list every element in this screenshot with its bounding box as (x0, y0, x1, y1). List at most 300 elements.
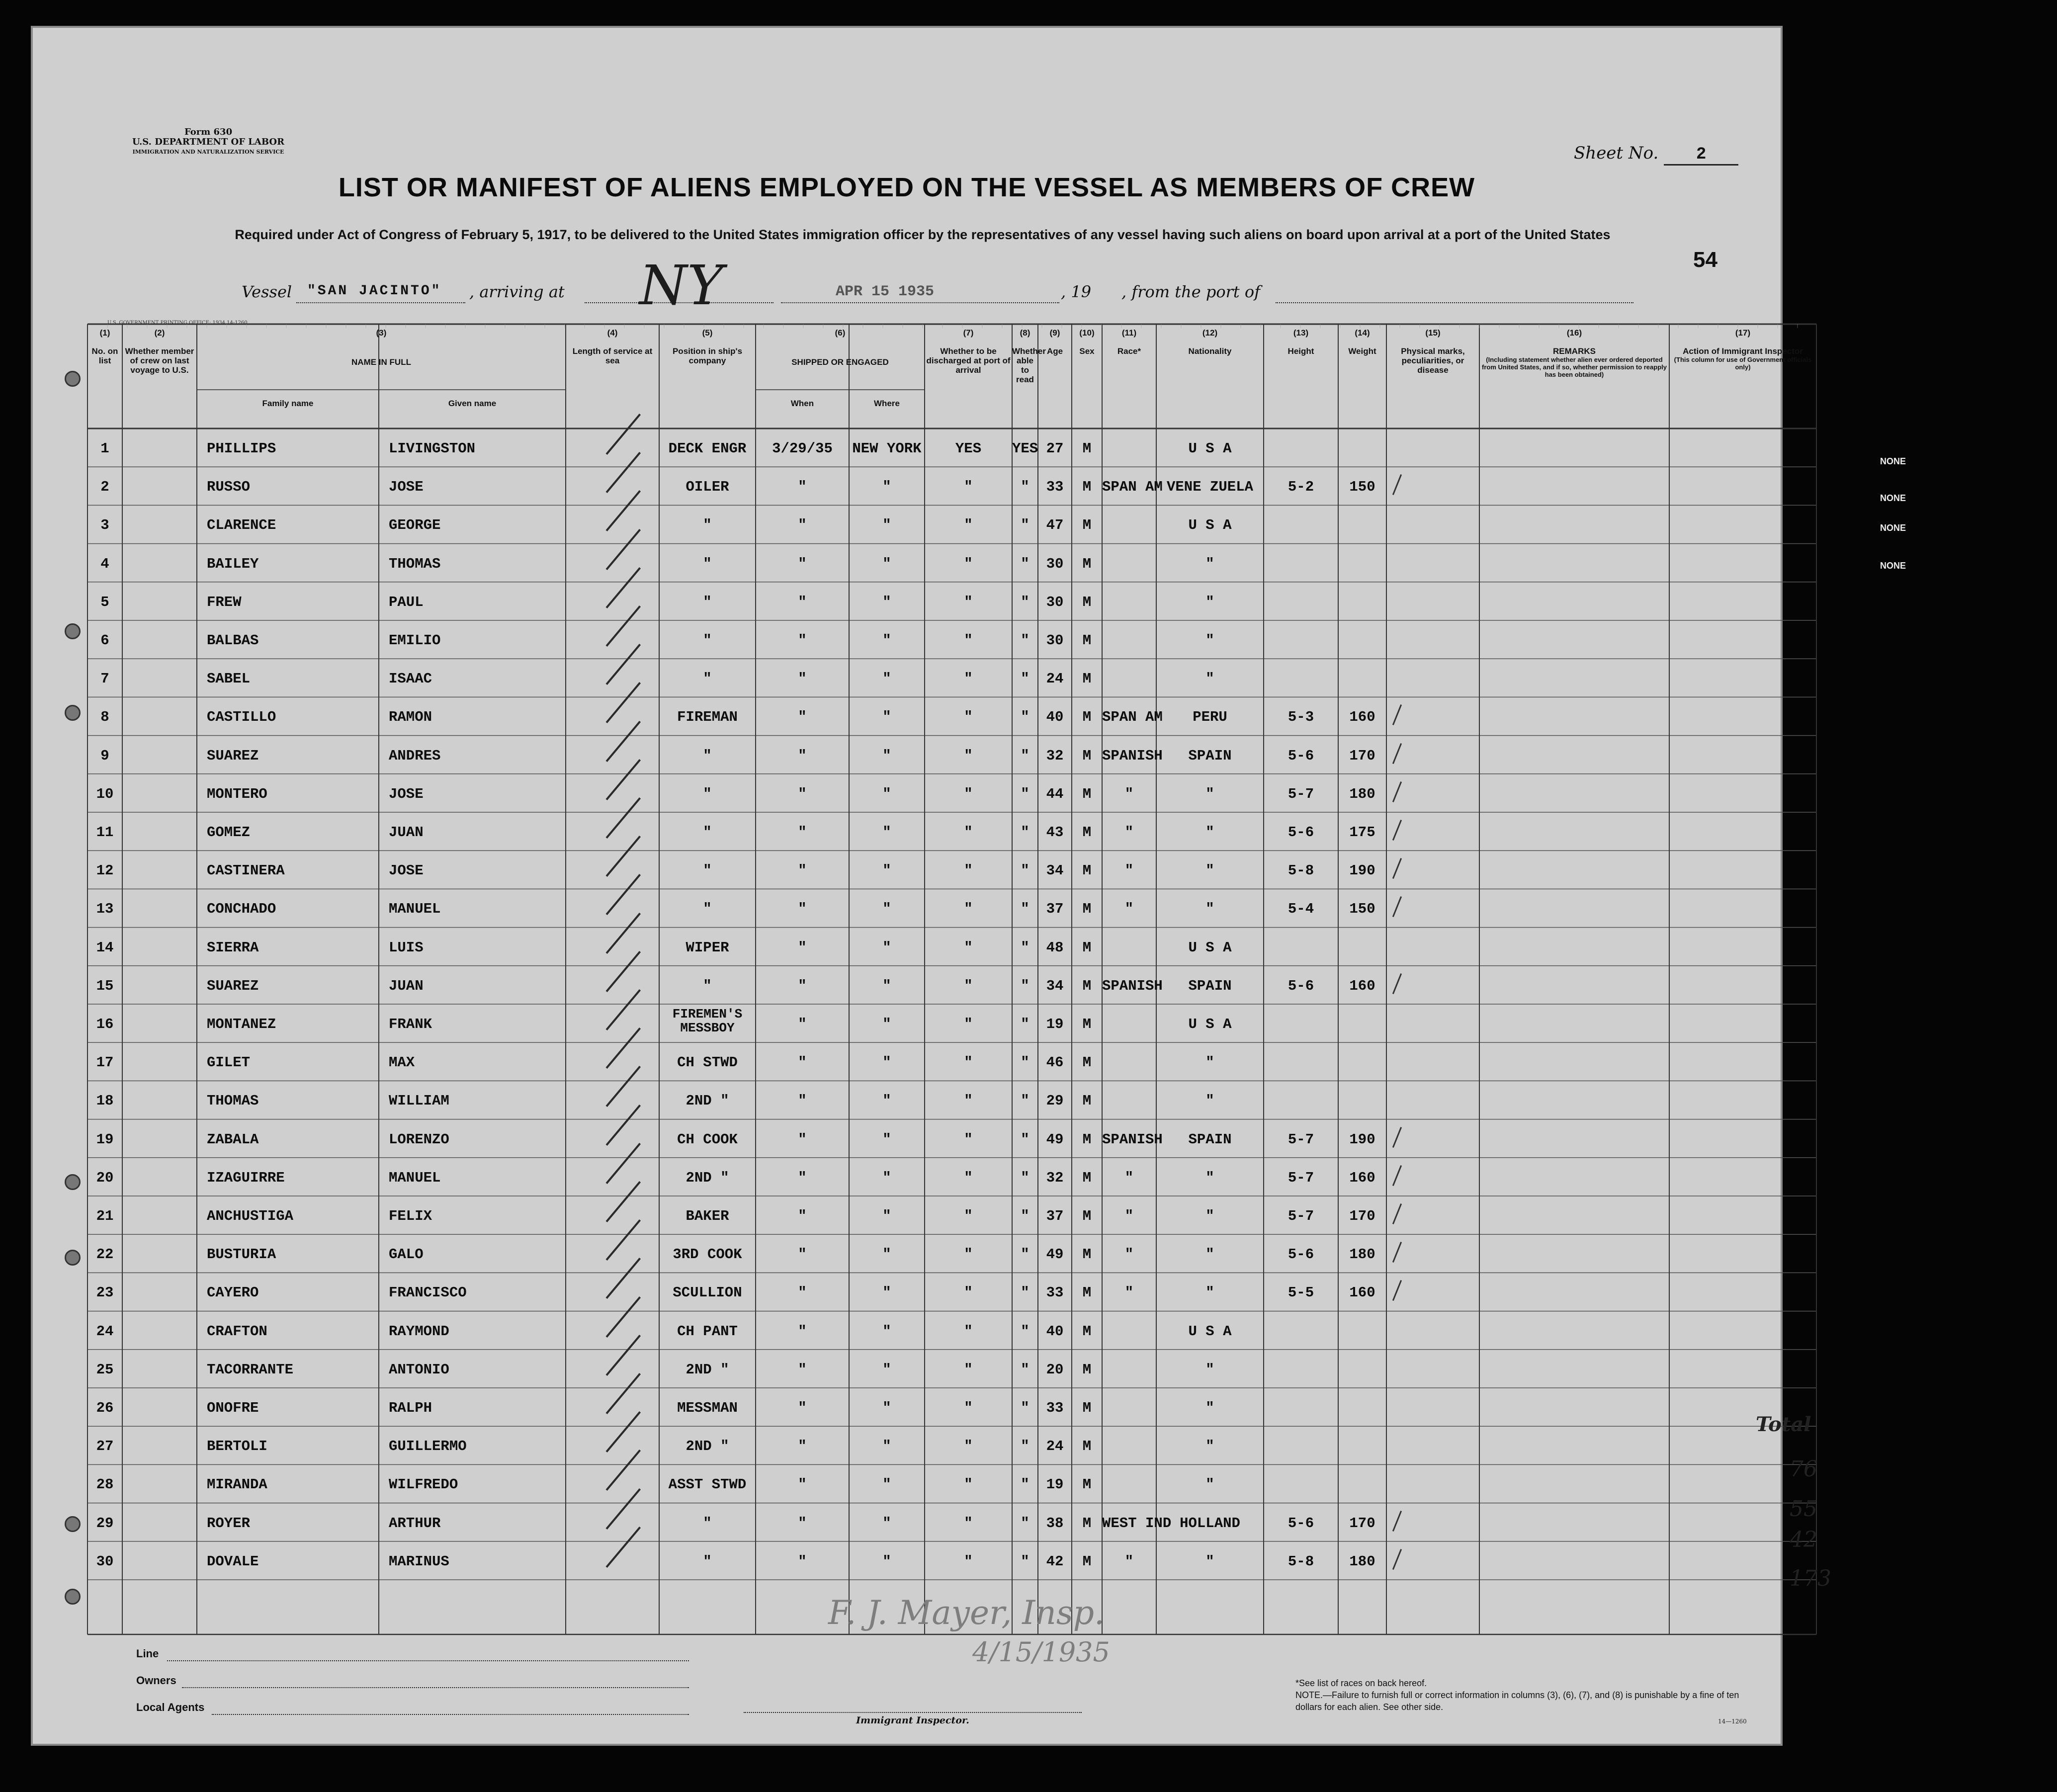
cell-when: " (798, 1476, 807, 1493)
port-label: , from the port of (1121, 282, 1261, 301)
cell-discharged: " (964, 709, 973, 726)
cell-given: JOSE (389, 785, 424, 802)
cell-given: ISAAC (389, 671, 432, 687)
cell-when: " (798, 1438, 807, 1455)
cell-sex: M (1082, 1093, 1092, 1109)
date-field (781, 282, 1059, 303)
cell-race: SPAN AM (1102, 709, 1163, 726)
column-header (1338, 328, 1386, 356)
cell-no: 8 (100, 709, 109, 726)
cell-family: CONCHADO (207, 901, 276, 918)
cell-discharged: " (964, 1438, 973, 1455)
cell-where: " (882, 862, 891, 879)
cell-sex: M (1082, 1323, 1092, 1340)
cell-read: " (1021, 479, 1029, 496)
cell-given: THOMAS (389, 555, 441, 572)
cell-nationality: " (1205, 1093, 1214, 1109)
vessel-label: Vessel (242, 282, 292, 301)
cell-age: 20 (1046, 1361, 1064, 1378)
column-label: Race* (1117, 346, 1141, 356)
cell-where: " (882, 594, 891, 610)
cell-where: " (882, 632, 891, 649)
column-subheader: When (790, 399, 814, 408)
cell-when: " (798, 555, 807, 572)
cell-discharged: " (964, 1515, 973, 1532)
cell-age: 43 (1046, 824, 1064, 841)
cell-age: 47 (1046, 517, 1064, 534)
vessel-name: "SAN JACINTO" (307, 283, 442, 299)
cell-when: " (798, 977, 807, 994)
total-value: 42 (1790, 1527, 1817, 1552)
cell-sex: M (1082, 1515, 1092, 1532)
cell-nationality: " (1205, 1169, 1214, 1186)
cell-age: 33 (1046, 1400, 1064, 1416)
cell-height: 5-6 (1287, 1515, 1314, 1532)
cell-read: " (1021, 785, 1029, 802)
cell-read: " (1021, 1284, 1029, 1301)
cell-read: " (1021, 709, 1029, 726)
cell-nationality: U S A (1188, 517, 1232, 534)
cell-no: 10 (96, 785, 114, 802)
cell-family: SUAREZ (207, 977, 259, 994)
line-field (167, 1660, 689, 1661)
cell-age: 40 (1046, 709, 1064, 726)
cell-family: DOVALE (207, 1553, 259, 1570)
cell-where: " (882, 1284, 891, 1301)
side-none-label: NONE (1880, 523, 1906, 533)
cell-read: " (1021, 977, 1029, 994)
binder-hole (65, 1250, 81, 1266)
cell-race: " (1124, 1208, 1134, 1224)
cell-given: LIVINGSTON (389, 440, 476, 457)
cell-no: 24 (96, 1323, 114, 1340)
cell-age: 27 (1046, 440, 1064, 457)
column-label: NAME IN FULL (351, 357, 411, 367)
cell-where: " (882, 555, 891, 572)
cell-no: 9 (100, 747, 109, 764)
cell-discharged: " (964, 1016, 973, 1032)
cell-where: " (882, 939, 891, 956)
side-none-label: NONE (1880, 561, 1906, 571)
cell-given: ANTONIO (389, 1361, 449, 1378)
cell-given: JOSE (389, 862, 424, 879)
cell-nationality: SPAIN (1188, 1131, 1232, 1148)
cell-family: BAILEY (207, 555, 259, 572)
cell-nationality: " (1205, 671, 1214, 687)
column-subheader: Where (874, 399, 900, 408)
cell-discharged: " (964, 1054, 973, 1071)
cell-discharged: " (964, 747, 973, 764)
cell-height: 5-6 (1287, 1246, 1314, 1263)
cell-sex: M (1082, 555, 1092, 572)
cell-weight: 175 (1349, 824, 1375, 841)
cell-sex: M (1082, 1361, 1092, 1378)
binder-hole (65, 705, 81, 721)
column-header (1072, 328, 1102, 356)
cell-given: EMILIO (389, 632, 441, 649)
service-name: IMMIGRATION AND NATURALIZATION SERVICE (132, 149, 284, 155)
cell-no: 20 (96, 1169, 114, 1186)
cell-sex: M (1082, 1284, 1092, 1301)
cell-read: " (1021, 939, 1029, 956)
cell-discharged: " (964, 977, 973, 994)
cell-family: MONTERO (207, 785, 267, 802)
cell-position: " (703, 977, 712, 994)
arriving-label: , arriving at (469, 282, 565, 301)
cell-sex: M (1082, 1438, 1092, 1455)
cell-read: " (1021, 632, 1029, 649)
printer-note: U.S. GOVERNMENT PRINTING OFFICE: 1934 14-1260 (107, 320, 248, 326)
cell-read: " (1021, 1131, 1029, 1148)
cell-age: 33 (1046, 1284, 1064, 1301)
cell-no: 2 (100, 479, 109, 496)
cell-where: " (882, 1246, 891, 1263)
cell-where: " (882, 977, 891, 994)
cell-family: IZAGUIRRE (207, 1169, 285, 1186)
cell-race: " (1124, 1246, 1134, 1263)
cell-when: " (798, 1246, 807, 1263)
cell-height: 5-8 (1287, 862, 1314, 879)
cell-when: " (798, 709, 807, 726)
cell-age: 38 (1046, 1515, 1064, 1532)
column-label: Age (1046, 346, 1063, 356)
cell-nationality: PERU (1193, 709, 1227, 726)
cell-family: ANCHUSTIGA (207, 1208, 294, 1224)
cell-discharged: " (964, 939, 973, 956)
cell-sex: M (1082, 1400, 1092, 1416)
cell-no: 21 (96, 1208, 114, 1224)
page-number: 54 (1693, 248, 1717, 272)
cell-height: 5-3 (1287, 709, 1314, 726)
cell-position: BAKER (686, 1208, 729, 1224)
total-value: 76 (1790, 1456, 1817, 1482)
cell-family: GILET (207, 1054, 251, 1071)
cell-position: CH COOK (677, 1131, 738, 1148)
cell-height: 5-8 (1287, 1553, 1314, 1570)
cell-where: " (882, 1438, 891, 1455)
column-number: (16) (1566, 328, 1582, 338)
cell-discharged: YES (955, 440, 982, 457)
column-label: Physical marks, peculiarities, or disease (1401, 346, 1465, 375)
cell-read: " (1021, 1208, 1029, 1224)
cell-sex: M (1082, 862, 1092, 879)
column-label: SHIPPED OR ENGAGED (791, 357, 889, 367)
column-number: (8) (1020, 328, 1030, 338)
local-agents-field (212, 1714, 689, 1715)
cell-given: GEORGE (389, 517, 441, 534)
column-label: Height (1287, 346, 1314, 356)
cell-position: " (703, 901, 712, 918)
cell-age: 34 (1046, 977, 1064, 994)
cell-nationality: " (1205, 785, 1214, 802)
cell-no: 25 (96, 1361, 114, 1378)
cell-sex: M (1082, 1131, 1092, 1148)
cell-where: " (882, 1016, 891, 1032)
cell-weight: 170 (1349, 1515, 1375, 1532)
cell-age: 30 (1046, 555, 1064, 572)
inspector-signature: F. J. Mayer, Insp. (828, 1594, 1105, 1632)
cell-when: " (798, 1515, 807, 1532)
cell-weight: 170 (1349, 747, 1375, 764)
cell-when: " (798, 824, 807, 841)
cell-no: 17 (96, 1054, 114, 1071)
cell-nationality: " (1205, 594, 1214, 610)
column-number: (2) (154, 328, 165, 338)
cell-position: 2ND " (686, 1361, 729, 1378)
cell-family: RUSSO (207, 479, 251, 496)
column-number: (13) (1293, 328, 1309, 338)
total-label: Total (1756, 1413, 1811, 1436)
cell-when: " (798, 1016, 807, 1032)
cell-nationality: " (1205, 1476, 1214, 1493)
cell-height: 5-5 (1287, 1284, 1314, 1301)
footnote (1295, 1677, 1743, 1713)
cell-no: 5 (100, 594, 109, 610)
cell-sex: M (1082, 1553, 1092, 1570)
cell-no: 14 (96, 939, 114, 956)
cell-position: OILER (686, 479, 729, 496)
cell-height: 5-6 (1287, 977, 1314, 994)
cell-weight: 150 (1349, 901, 1375, 918)
cell-where: " (882, 1361, 891, 1378)
cell-family: SABEL (207, 671, 251, 687)
cell-nationality: SPAIN (1188, 747, 1232, 764)
cell-age: 49 (1046, 1246, 1064, 1263)
cell-family: MONTANEZ (207, 1016, 276, 1032)
cell-position: " (703, 594, 712, 610)
cell-read: " (1021, 862, 1029, 879)
cell-given: GALO (389, 1246, 424, 1263)
column-label: Whether able to read (1012, 346, 1046, 384)
cell-height: 5-6 (1287, 747, 1314, 764)
cell-position: CH PANT (677, 1323, 738, 1340)
cell-age: 40 (1046, 1323, 1064, 1340)
cell-age: 37 (1046, 901, 1064, 918)
cell-discharged: " (964, 1323, 973, 1340)
cell-nationality: " (1205, 1400, 1214, 1416)
cell-sex: M (1082, 1169, 1092, 1186)
column-label: Position in ship's company (672, 346, 743, 365)
column-header (1479, 328, 1669, 378)
cell-where: " (882, 824, 891, 841)
column-header (756, 328, 925, 367)
column-header (87, 328, 122, 365)
cell-when: " (798, 1323, 807, 1340)
cell-no: 27 (96, 1438, 114, 1455)
crew-table (87, 324, 1816, 1617)
cell-when: " (798, 1208, 807, 1224)
column-label: Weight (1348, 346, 1376, 356)
cell-sex: M (1082, 671, 1092, 687)
cell-where: " (882, 1169, 891, 1186)
column-number: (10) (1079, 328, 1095, 338)
cell-when: " (798, 1400, 807, 1416)
cell-family: BALBAS (207, 632, 259, 649)
cell-family: SIERRA (207, 939, 259, 956)
cell-race: " (1124, 824, 1134, 841)
cell-where: " (882, 1476, 891, 1493)
cell-height: 5-6 (1287, 824, 1314, 841)
cell-family: BUSTURIA (207, 1246, 276, 1263)
vessel-name-field (296, 282, 465, 303)
binder-hole (65, 623, 81, 639)
cell-age: 30 (1046, 594, 1064, 610)
cell-nationality: " (1205, 555, 1214, 572)
cell-sex: M (1082, 632, 1092, 649)
cell-age: 33 (1046, 479, 1064, 496)
cell-given: FRANCISCO (389, 1284, 467, 1301)
cell-when: " (798, 594, 807, 610)
binder-hole (65, 1516, 81, 1532)
year-label: , 19 (1061, 282, 1092, 301)
column-label: No. on list (91, 346, 118, 365)
cell-position: 2ND " (686, 1438, 729, 1455)
cell-no: 29 (96, 1515, 114, 1532)
cell-weight: 160 (1349, 1284, 1375, 1301)
cell-position: " (703, 1515, 712, 1532)
cell-age: 32 (1046, 747, 1064, 764)
side-none-label: NONE (1880, 456, 1906, 466)
cell-age: 44 (1046, 785, 1064, 802)
cell-when: " (798, 632, 807, 649)
cell-age: 24 (1046, 1438, 1064, 1455)
cell-given: ARTHUR (389, 1515, 441, 1532)
cell-position: " (703, 747, 712, 764)
local-agents-label: Local Agents (136, 1701, 205, 1713)
cell-race: " (1124, 1169, 1134, 1186)
cell-age: 49 (1046, 1131, 1064, 1148)
column-number: (5) (702, 328, 713, 338)
form-header (132, 127, 284, 157)
form-number: Form 630 (184, 127, 233, 137)
cell-position: FIREMAN (677, 709, 738, 726)
cell-age: 48 (1046, 939, 1064, 956)
cell-when: " (798, 939, 807, 956)
cell-weight: 160 (1349, 1169, 1375, 1186)
form-code: 14—1260 (1718, 1718, 1747, 1725)
cell-where: " (882, 901, 891, 918)
cell-age: 32 (1046, 1169, 1064, 1186)
cell-read: " (1021, 1169, 1029, 1186)
cell-no: 22 (96, 1246, 114, 1263)
binder-hole (65, 1589, 81, 1605)
cell-family: CASTILLO (207, 709, 276, 726)
column-number: (3) (376, 328, 387, 338)
cell-height: 5-2 (1287, 479, 1314, 496)
cell-given: FRANK (389, 1016, 432, 1032)
column-header (197, 328, 566, 367)
cell-read: " (1021, 1553, 1029, 1570)
cell-position: " (703, 517, 712, 534)
cell-where: " (882, 1323, 891, 1340)
cell-read: " (1021, 517, 1029, 534)
arriving-at-value: NY (639, 254, 723, 317)
cell-height: 5-7 (1287, 1131, 1314, 1148)
cell-read: YES (1012, 440, 1038, 457)
column-note: (This column for use of Government officials only) (1674, 356, 1812, 371)
cell-given: JUAN (389, 977, 424, 994)
cell-position: " (703, 862, 712, 879)
cell-family: SUAREZ (207, 747, 259, 764)
cell-family: FREW (207, 594, 242, 610)
cell-nationality: SPAIN (1188, 977, 1232, 994)
cell-sex: M (1082, 1208, 1092, 1224)
cell-where: " (882, 1054, 891, 1071)
cell-age: 37 (1046, 1208, 1064, 1224)
cell-sex: M (1082, 517, 1092, 534)
cell-sex: M (1082, 939, 1092, 956)
cell-no: 16 (96, 1016, 114, 1032)
cell-given: RAMON (389, 709, 432, 726)
cell-when: " (798, 1131, 807, 1148)
cell-weight: 150 (1349, 479, 1375, 496)
cell-discharged: " (964, 517, 973, 534)
cell-where: " (882, 1400, 891, 1416)
cell-race: SPANISH (1102, 747, 1163, 764)
cell-read: " (1021, 594, 1029, 610)
cell-discharged: " (964, 1284, 973, 1301)
cell-given: PAUL (389, 594, 424, 610)
cell-position: MESSMAN (677, 1400, 738, 1416)
binder-hole (65, 1174, 81, 1190)
cell-discharged: " (964, 1169, 973, 1186)
cell-weight: 190 (1349, 1131, 1375, 1148)
cell-nationality: " (1205, 1246, 1214, 1263)
sheet-number-field (1574, 143, 1738, 166)
cell-sex: M (1082, 977, 1092, 994)
cell-where: " (882, 1515, 891, 1532)
signature-date: 4/15/1935 (972, 1636, 1110, 1668)
cell-discharged: " (964, 479, 973, 496)
cell-read: " (1021, 901, 1029, 918)
cell-when: " (798, 1553, 807, 1570)
owners-label: Owners (136, 1674, 176, 1687)
cell-no: 15 (96, 977, 114, 994)
column-subheader: Given name (448, 399, 497, 408)
cell-when: 3/29/35 (772, 440, 833, 457)
cell-position: 2ND " (686, 1093, 729, 1109)
cell-family: ZABALA (207, 1131, 259, 1148)
total-value: 55 (1790, 1496, 1817, 1522)
cell-position: " (703, 555, 712, 572)
cell-nationality: " (1205, 824, 1214, 841)
column-label: Nationality (1188, 346, 1232, 356)
column-label: Whether member of crew on last voyage to U.S. (125, 346, 194, 375)
cell-height: 5-7 (1287, 785, 1314, 802)
column-header (122, 328, 197, 375)
cell-nationality: HOLLAND (1180, 1515, 1240, 1532)
cell-weight: 180 (1349, 785, 1375, 802)
cell-given: ANDRES (389, 747, 441, 764)
cell-age: 29 (1046, 1093, 1064, 1109)
column-note: (Including statement whether alien ever ordered deported from United States, and if so, whether permission to reapply has been obtained) (1481, 356, 1667, 378)
cell-given: JUAN (389, 824, 424, 841)
cell-family: GOMEZ (207, 824, 251, 841)
cell-no: 12 (96, 862, 114, 879)
cell-read: " (1021, 824, 1029, 841)
cell-family: CASTINERA (207, 862, 285, 879)
cell-discharged: " (964, 1093, 973, 1109)
cell-given: RAYMOND (389, 1323, 449, 1340)
cell-race: SPAN AM (1102, 479, 1163, 496)
cell-when: " (798, 517, 807, 534)
cell-where: " (882, 1131, 891, 1148)
column-header (1669, 328, 1816, 371)
cell-read: " (1021, 747, 1029, 764)
cell-no: 7 (100, 671, 109, 687)
cell-discharged: " (964, 785, 973, 802)
arriving-at-field (585, 254, 773, 317)
